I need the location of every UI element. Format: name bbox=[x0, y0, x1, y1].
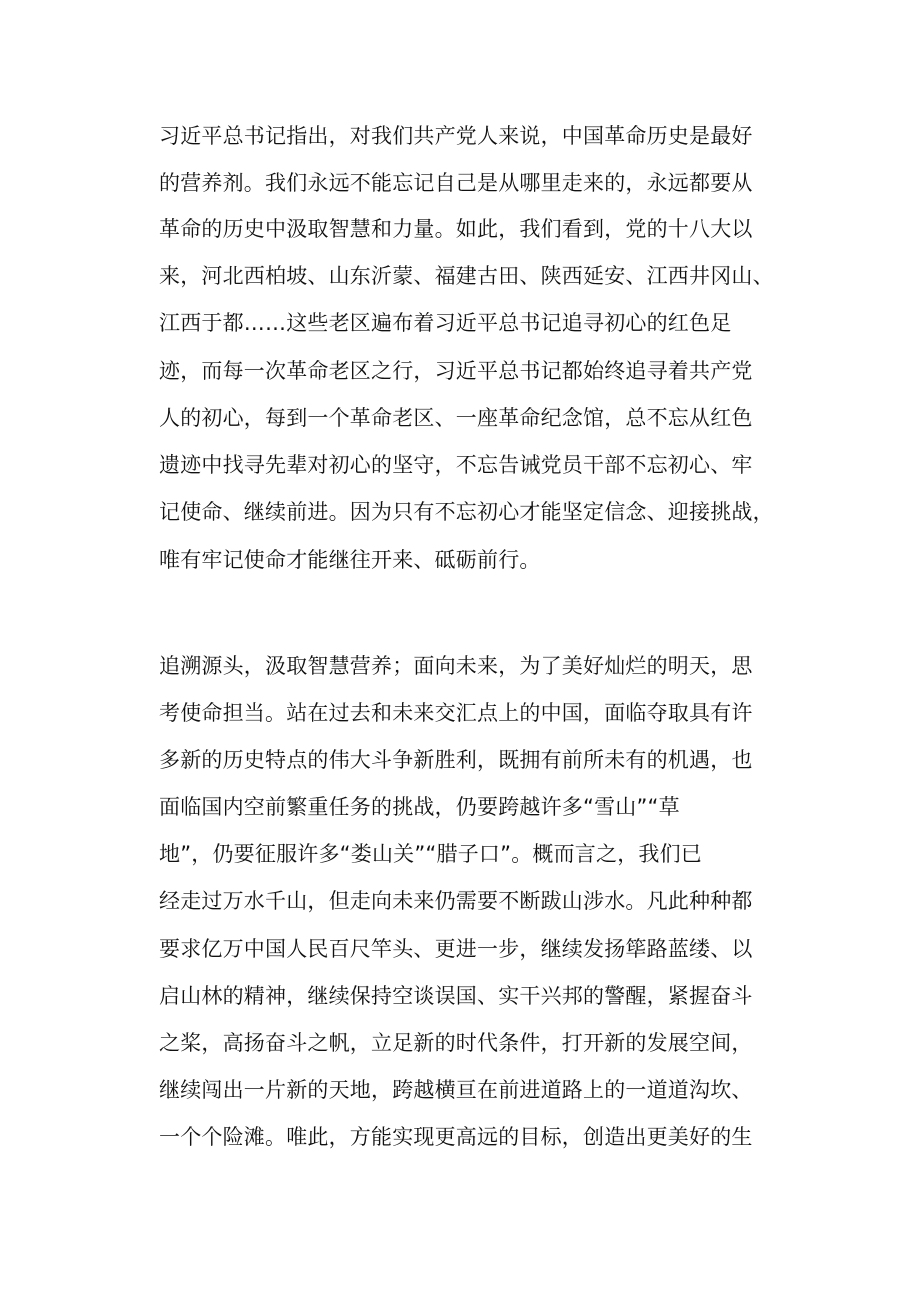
text-line: 之桨，高扬奋斗之帆，立足新的时代条件，打开新的发展空间， bbox=[159, 1031, 753, 1055]
text-line: 经走过万水千山，但走向未来仍需要不断跋山涉水。凡此种种都 bbox=[159, 889, 753, 913]
text-line: 追溯源头，汲取智慧营养；面向未来，为了美好灿烂的明天，思 bbox=[159, 654, 753, 678]
text-line: 习近平总书记指出，对我们共产党人来说，中国革命历史是最好 bbox=[159, 124, 753, 148]
text-line: 江西于都……这些老区遍布着习近平总书记追寻初心的红色足 bbox=[159, 311, 732, 335]
text-line: 唯有牢记使命才能继往开来、砥砺前行。 bbox=[159, 548, 541, 572]
text-line: 地”，仍要征服许多“娄山关”“腊子口”。概而言之，我们已 bbox=[159, 842, 702, 866]
text-line: 的营养剂。我们永远不能忘记自己是从哪里走来的，永远都要从 bbox=[159, 171, 753, 195]
text-line: 要求亿万中国人民百尺竿头、更进一步，继续发扬筚路蓝缕、以 bbox=[159, 937, 753, 961]
text-line: 继续闯出一片新的天地，跨越横亘在前进道路上的一道道沟坎、 bbox=[159, 1078, 753, 1102]
text-line: 革命的历史中汲取智慧和力量。如此，我们看到，党的十八大以 bbox=[159, 217, 753, 241]
text-line: 启山林的精神，继续保持空谈误国、实干兴邦的警醒，紧握奋斗 bbox=[159, 984, 753, 1008]
text-line: 考使命担当。站在过去和未来交汇点上的中国，面临夺取具有许 bbox=[159, 701, 753, 725]
text-line: 人的初心，每到一个革命老区、一座革命纪念馆，总不忘从红色 bbox=[159, 406, 753, 430]
text-line: 面临国内空前繁重任务的挑战，仍要跨越许多“雪山”“草 bbox=[159, 795, 680, 819]
text-line: 迹，而每一次革命老区之行，习近平总书记都始终追寻着共产党 bbox=[159, 359, 753, 383]
text-line: 一个个险滩。唯此，方能实现更高远的目标，创造出更美好的生 bbox=[159, 1125, 753, 1149]
text-line: 来，河北西柏坡、山东沂蒙、福建古田、陕西延安、江西井冈山、 bbox=[159, 264, 774, 288]
text-line: 遗迹中找寻先辈对初心的坚守，不忘告诫党员干部不忘初心、牢 bbox=[159, 453, 753, 477]
text-line: 记使命、继续前进。因为只有不忘初心才能坚定信念、迎接挑战， bbox=[159, 500, 774, 524]
text-line: 多新的历史特点的伟大斗争新胜利，既拥有前所未有的机遇，也 bbox=[159, 748, 753, 772]
